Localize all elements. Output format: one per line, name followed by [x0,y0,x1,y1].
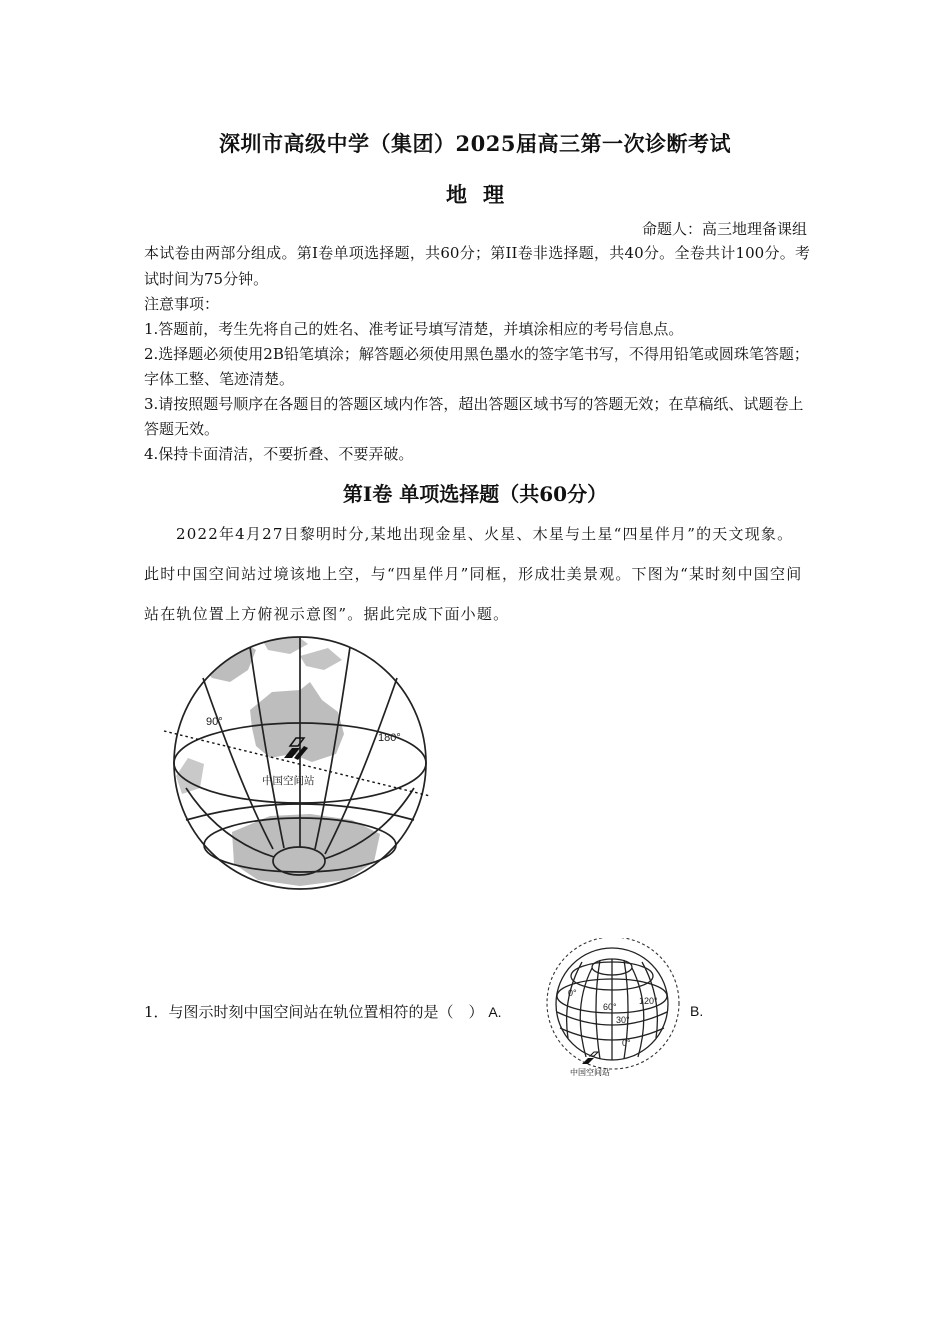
notes-heading: 注意事项： [144,295,220,313]
option-a-label[interactable]: A. [488,1004,502,1020]
label-120: 120° [639,996,658,1006]
label-180: 180° [378,732,401,744]
label-60: 60° [603,1002,617,1012]
station-label: 中国空间站 [262,775,315,787]
passage-text: 2022年4月27日黎明时分,某地出现金星、火星、木星与土星“四星伴月”的天文现象。此时中国空间站过境该地上空，与“四星伴月”同框，形成壮美景观。下图为“某时刻中国空间站在轨位置上方俯视示意图”。据此完成下面小题。 [144,525,803,623]
station-label: 中国空间站 [570,1068,610,1077]
label-equator: 0° [622,1038,631,1048]
question-1 [144,1001,502,1022]
section-title: 第I卷 单项选择题（共60分） [342,482,608,506]
author-line: 命题人：高三地理备课组 [641,220,807,238]
note-item: 2.选择题必须使用2B铅笔填涂；解答题必须使用黑色墨水的签字笔书写，不得用铅笔或圆珠笔答题；字体工整、笔迹清楚。 [144,345,809,388]
label-0: 0° [568,988,577,998]
note-item: 3.请按照题号顺序在各题目的答题区域内作答，超出答题区域书写的答题无效；在草稿纸、试题卷上答题无效。 [144,395,804,438]
intro-paragraph: 本试卷由两部分组成。第I卷单项选择题，共60分；第II卷非选择题，共40分。全卷共计100分。考试时间为75分钟。 [144,244,810,288]
note-item: 1.答题前，考生先将自己的姓名、准考证号填写清楚，并填涂相应的考号信息点。 [144,320,684,338]
question-1-text: 1．与图示时刻中国空间站在轨位置相符的是（ ） [144,1003,484,1021]
label-30: 30° [616,1015,630,1025]
exam-title: 深圳市高级中学（集团）2025届高三第一次诊断考试 [219,131,731,156]
note-item: 4.保持卡面清洁，不要折叠、不要弄破。 [144,445,414,463]
subject-title: 地理 [446,182,520,207]
notes-block [144,292,812,467]
label-90: 90° [206,716,223,728]
globe-figure [160,630,440,895]
option-b-label[interactable]: B. [690,1003,704,1019]
option-a-figure[interactable] [542,938,692,1082]
